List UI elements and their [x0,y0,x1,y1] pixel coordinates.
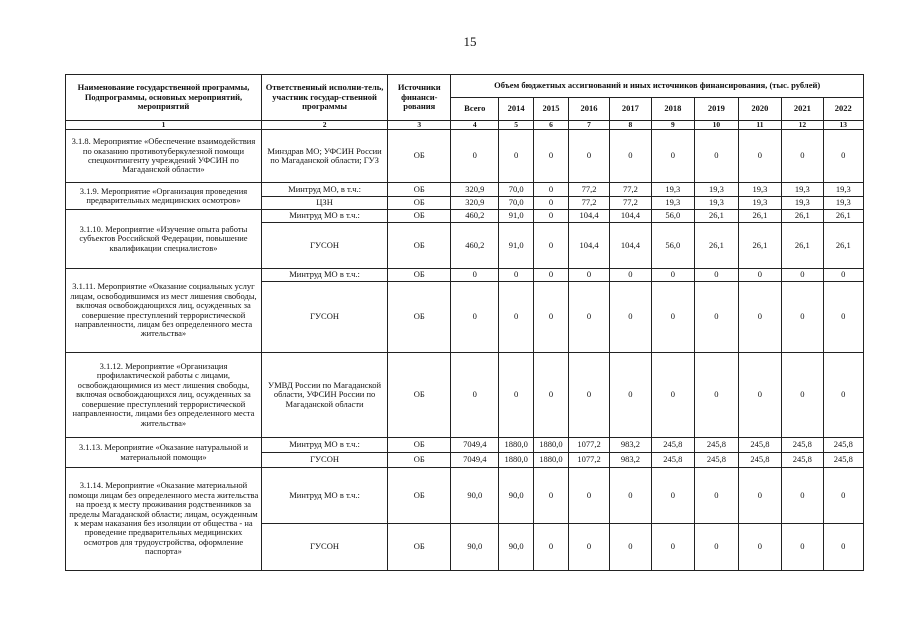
funding-source: ОБ [388,453,451,468]
table-row [66,269,864,282]
funding-value: 90,0 [499,524,534,571]
col-number: 8 [610,121,651,130]
funding-value: 90,0 [451,468,499,524]
year-2014: 2014 [499,98,534,121]
funding-value: 0 [695,282,739,353]
funding-value: 104,4 [568,210,609,223]
funding-value: 0 [568,468,609,524]
responsible-executor: ГУСОН [261,282,387,353]
year-total: Всего [451,98,499,121]
funding-value: 245,8 [782,453,823,468]
funding-value: 104,4 [568,223,609,269]
funding-source: ОБ [388,269,451,282]
col-number: 13 [823,121,863,130]
funding-value: 0 [823,353,863,438]
funding-value: 0 [651,269,695,282]
funding-value: 983,2 [610,453,651,468]
funding-value: 320,9 [451,197,499,210]
year-2017: 2017 [610,98,651,121]
funding-value: 0 [534,353,569,438]
funding-value: 0 [738,269,782,282]
funding-value: 0 [610,353,651,438]
year-2019: 2019 [695,98,739,121]
col-number: 1 [66,121,262,130]
funding-value: 0 [534,197,569,210]
funding-value: 1880,0 [499,438,534,453]
year-2015: 2015 [534,98,569,121]
col-number: 6 [534,121,569,130]
funding-source: ОБ [388,353,451,438]
funding-value: 0 [499,353,534,438]
funding-source: ОБ [388,468,451,524]
measure-name: 3.1.8. Мероприятие «Обеспечение взаимодействия по оказанию противотуберкулезной помощи спецконтингенту учреждений УФСИН по Магаданской области» [66,130,262,183]
funding-source: ОБ [388,210,451,223]
header-sources: Источники финанси-рования [388,75,451,121]
funding-value: 0 [738,353,782,438]
year-2022: 2022 [823,98,863,121]
funding-value: 90,0 [451,524,499,571]
funding-value: 19,3 [738,183,782,197]
funding-value: 0 [499,130,534,183]
funding-value: 0 [534,210,569,223]
funding-value: 56,0 [651,210,695,223]
funding-value: 0 [823,269,863,282]
funding-source: ОБ [388,282,451,353]
col-number: 9 [651,121,695,130]
funding-value: 245,8 [782,438,823,453]
funding-source: ОБ [388,524,451,571]
funding-value: 1880,0 [534,438,569,453]
funding-value: 0 [782,524,823,571]
funding-value: 77,2 [610,183,651,197]
funding-value: 0 [534,269,569,282]
funding-value: 0 [610,130,651,183]
funding-value: 0 [695,524,739,571]
measure-name: 3.1.11. Мероприятие «Оказание социальных услуг лицам, освободившимся из мест лишения свободы, включая освобождающихся лиц, осужденных за совершение преступлений террористической направленности, лицам без определенного места жительства» [66,269,262,353]
measure-name: 3.1.12. Мероприятие «Организация профилактической работы с лицами, освобождающимися из мест лишения свободы, включая освобождающихся лиц, осужденных за совершение преступлений террористической направленности, лицами без определенного места жительства» [66,353,262,438]
budget-table [65,74,864,571]
funding-value: 1880,0 [499,453,534,468]
table-row [66,353,864,438]
funding-value: 0 [610,269,651,282]
funding-value: 91,0 [499,210,534,223]
responsible-executor: Минтруд МО в т.ч.: [261,269,387,282]
funding-value: 7049,4 [451,453,499,468]
funding-value: 104,4 [610,210,651,223]
responsible-executor: ГУСОН [261,453,387,468]
responsible-executor: Минтруд МО в т.ч.: [261,468,387,524]
year-2016: 2016 [568,98,609,121]
funding-value: 460,2 [451,210,499,223]
funding-value: 26,1 [823,210,863,223]
funding-value: 0 [651,130,695,183]
funding-source: ОБ [388,130,451,183]
funding-value: 56,0 [651,223,695,269]
funding-value: 245,8 [651,453,695,468]
funding-value: 0 [738,282,782,353]
funding-value: 26,1 [738,210,782,223]
table-row [66,438,864,453]
responsible-executor: ЦЗН [261,197,387,210]
funding-value: 77,2 [568,197,609,210]
funding-value: 0 [782,130,823,183]
funding-value: 0 [568,282,609,353]
funding-value: 0 [651,468,695,524]
funding-value: 245,8 [738,438,782,453]
table-row [66,468,864,524]
funding-value: 0 [738,468,782,524]
responsible-executor: Минздрав МО; УФСИН России по Магаданской области; ГУЗ [261,130,387,183]
header-row [66,75,864,98]
funding-value: 0 [534,282,569,353]
funding-value: 245,8 [695,453,739,468]
col-number: 3 [388,121,451,130]
funding-value: 0 [499,282,534,353]
col-number: 2 [261,121,387,130]
funding-value: 0 [568,353,609,438]
funding-value: 19,3 [651,197,695,210]
funding-source: ОБ [388,438,451,453]
col-number: 11 [738,121,782,130]
funding-value: 0 [738,130,782,183]
funding-value: 0 [610,468,651,524]
responsible-executor: ГУСОН [261,524,387,571]
funding-value: 0 [695,130,739,183]
col-number: 4 [451,121,499,130]
funding-value: 77,2 [610,197,651,210]
funding-value: 245,8 [651,438,695,453]
funding-source: ОБ [388,183,451,197]
funding-value: 0 [534,183,569,197]
header-responsible: Ответственный исполни-тель, участник государ-ственной программы [261,75,387,121]
funding-value: 0 [695,269,739,282]
measure-name: 3.1.10. Мероприятие «Изучение опыта работы субъектов Российской Федерации, повышение квалификации специалистов» [66,210,262,269]
year-2021: 2021 [782,98,823,121]
funding-value: 0 [568,524,609,571]
measure-name: 3.1.14. Мероприятие «Оказание материальной помощи лицам без определенного места жительства на проезд к месту проживания родственников за пределы Магаданской области; лицам, осужденным к мерам наказания без изоляции от общества - на проведение предварительных медицинских осмотров для трудоустройства, оформление паспорта» [66,468,262,571]
funding-source: ОБ [388,197,451,210]
year-2018: 2018 [651,98,695,121]
funding-value: 19,3 [738,197,782,210]
responsible-executor: Минтруд МО в т.ч.: [261,210,387,223]
funding-value: 19,3 [695,183,739,197]
responsible-executor: ГУСОН [261,223,387,269]
funding-value: 0 [651,282,695,353]
funding-value: 0 [738,524,782,571]
funding-value: 0 [568,130,609,183]
funding-value: 0 [823,130,863,183]
funding-value: 320,9 [451,183,499,197]
funding-value: 0 [451,130,499,183]
funding-value: 19,3 [651,183,695,197]
funding-value: 26,1 [738,223,782,269]
responsible-executor: УМВД России по Магаданской области, УФСИН России по Магаданской области [261,353,387,438]
funding-value: 0 [651,524,695,571]
funding-value: 245,8 [823,453,863,468]
funding-value: 0 [568,269,609,282]
col-number: 7 [568,121,609,130]
funding-value: 90,0 [499,468,534,524]
funding-value: 0 [695,353,739,438]
funding-value: 460,2 [451,223,499,269]
funding-value: 0 [782,353,823,438]
funding-value: 19,3 [782,197,823,210]
column-number-row [66,121,864,130]
funding-value: 0 [499,269,534,282]
funding-value: 0 [451,353,499,438]
funding-value: 19,3 [823,197,863,210]
measure-name: 3.1.13. Мероприятие «Оказание натуральной и материальной помощи» [66,438,262,468]
page-number: 15 [463,34,477,49]
funding-value: 0 [534,468,569,524]
header-name: Наименование государственной программы, Подпрограммы, основных мероприятий, мероприятий [66,75,262,121]
measure-name: 3.1.9. Мероприятие «Организация проведения предварительных медицинских осмотров» [66,183,262,210]
funding-source: ОБ [388,223,451,269]
funding-value: 983,2 [610,438,651,453]
responsible-executor: Минтруд МО в т.ч.: [261,438,387,453]
funding-value: 0 [782,269,823,282]
funding-value: 0 [534,130,569,183]
funding-value: 26,1 [782,223,823,269]
funding-value: 1077,2 [568,453,609,468]
table-row [66,210,864,223]
funding-value: 245,8 [738,453,782,468]
table-row [66,130,864,183]
funding-value: 1077,2 [568,438,609,453]
funding-value: 26,1 [695,223,739,269]
col-number: 12 [782,121,823,130]
funding-value: 0 [610,524,651,571]
funding-value: 26,1 [782,210,823,223]
funding-value: 0 [823,468,863,524]
funding-value: 0 [782,468,823,524]
funding-value: 19,3 [823,183,863,197]
funding-value: 26,1 [823,223,863,269]
funding-value: 70,0 [499,183,534,197]
table-row [66,183,864,197]
header-funding: Объем бюджетных ассигнований и иных источников финансирования, (тыс. рублей) [451,75,864,98]
funding-value: 91,0 [499,223,534,269]
funding-value: 245,8 [823,438,863,453]
funding-value: 19,3 [782,183,823,197]
funding-value: 7049,4 [451,438,499,453]
funding-value: 104,4 [610,223,651,269]
funding-value: 1880,0 [534,453,569,468]
funding-value: 0 [782,282,823,353]
col-number: 5 [499,121,534,130]
funding-value: 70,0 [499,197,534,210]
funding-value: 0 [451,269,499,282]
funding-value: 0 [610,282,651,353]
funding-value: 0 [823,282,863,353]
funding-value: 19,3 [695,197,739,210]
funding-value: 0 [695,468,739,524]
funding-value: 245,8 [695,438,739,453]
year-2020: 2020 [738,98,782,121]
funding-value: 26,1 [695,210,739,223]
funding-value: 77,2 [568,183,609,197]
funding-value: 0 [534,524,569,571]
funding-value: 0 [651,353,695,438]
funding-value: 0 [823,524,863,571]
col-number: 10 [695,121,739,130]
responsible-executor: Минтруд МО, в т.ч.: [261,183,387,197]
funding-value: 0 [534,223,569,269]
funding-value: 0 [451,282,499,353]
